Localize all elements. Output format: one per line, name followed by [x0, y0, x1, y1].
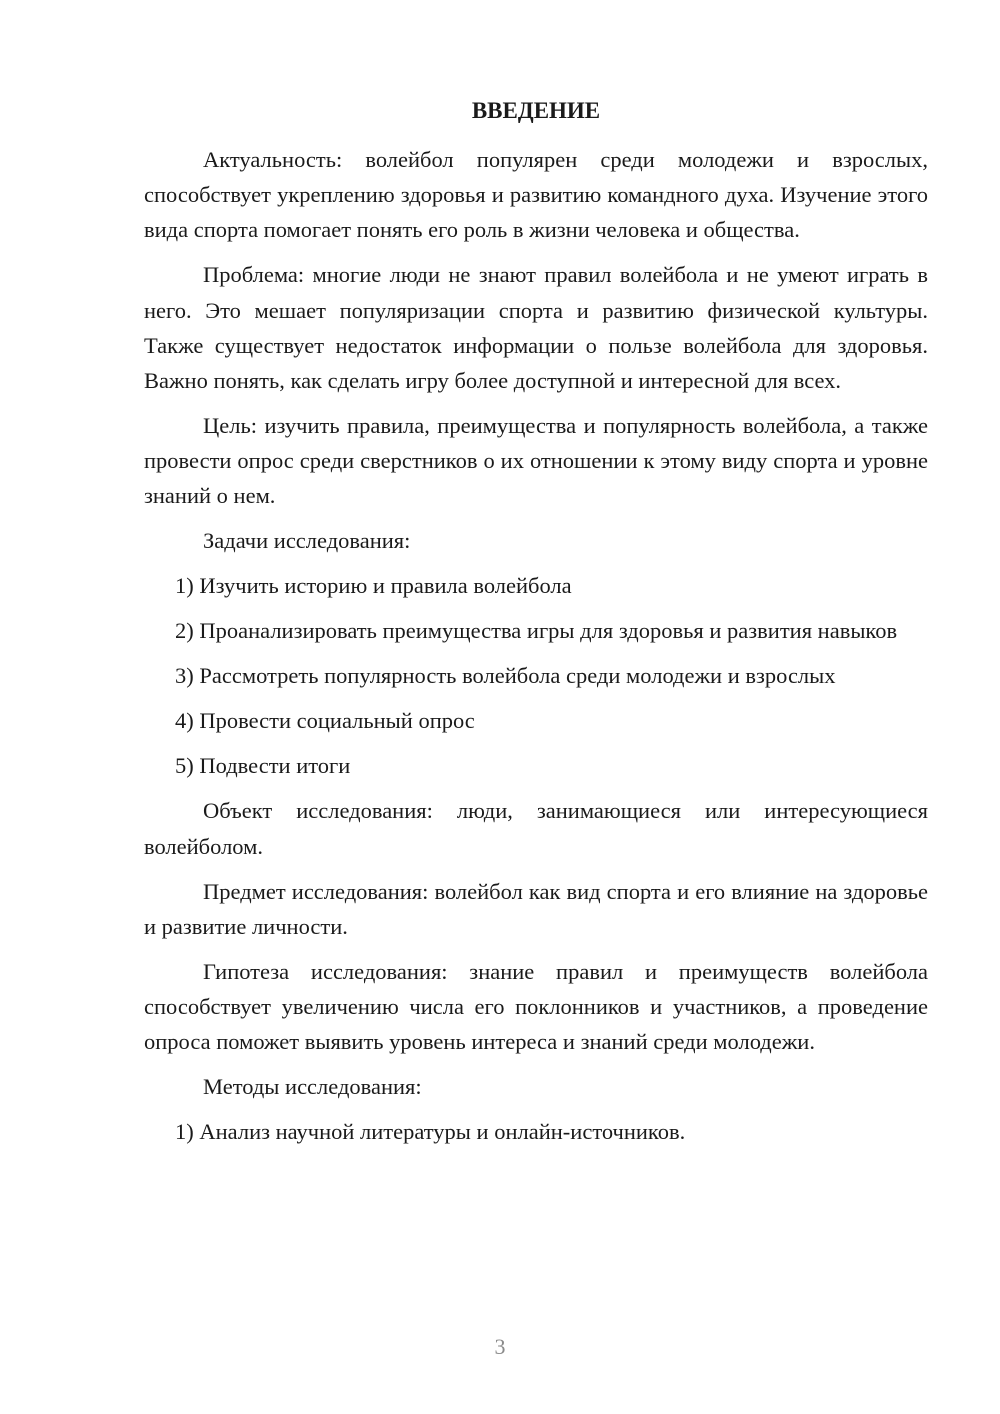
- paragraph-problem: Проблема: многие люди не знают правил волейбола и не умеют играть в него. Это мешает популяризации спорта и развитию физической культуры. Также существует недостаток информации о пользе волейбола для здоровья. Важно понять, как сделать игру более доступной и интересной для всех.: [144, 262, 928, 394]
- task-item: 5) Подвести итоги: [175, 753, 351, 779]
- task-item: 4) Провести социальный опрос: [175, 708, 475, 734]
- section-title: ВВЕДЕНИЕ: [471, 98, 601, 123]
- document-body: [144, 142, 928, 1149]
- task-item: 2) Проанализировать преимущества игры для здоровья и развития навыков: [175, 618, 898, 644]
- task-item: 1) Изучить историю и правила волейбола: [175, 573, 572, 599]
- paragraph-relevance: Актуальность: волейбол популярен среди молодежи и взрослых, способствует укреплению здоровья и развитию командного духа. Изучение этого вида спорта помогает понять его роль в жизни человека и общества.: [144, 147, 928, 243]
- method-item: 1) Анализ научной литературы и онлайн-источников.: [175, 1119, 686, 1145]
- paragraph-methods-heading: Методы исследования:: [203, 1074, 422, 1100]
- paragraph-subject: Предмет исследования: волейбол как вид спорта и его влияние на здоровье и развитие личности.: [144, 878, 928, 939]
- paragraph-goal: Цель: изучить правила, преимущества и популярность волейбола, а также провести опрос среди сверстников о их отношении к этому виду спорта и уровне знаний о нем.: [144, 413, 928, 509]
- paragraph-hypothesis: Гипотеза исследования: знание правил и преимуществ волейбола способствует увеличению числа его поклонников и участников, а проведение опроса поможет выявить уровень интереса и знаний среди молодежи.: [144, 958, 928, 1055]
- page-number: 3: [494, 1334, 506, 1359]
- paragraph-tasks-heading: Задачи исследования:: [203, 528, 411, 554]
- paragraph-object: Объект исследования: люди, занимающиеся или интересующиеся волейболом.: [144, 798, 928, 859]
- task-item: 3) Рассмотреть популярность волейбола среди молодежи и взрослых: [175, 663, 836, 689]
